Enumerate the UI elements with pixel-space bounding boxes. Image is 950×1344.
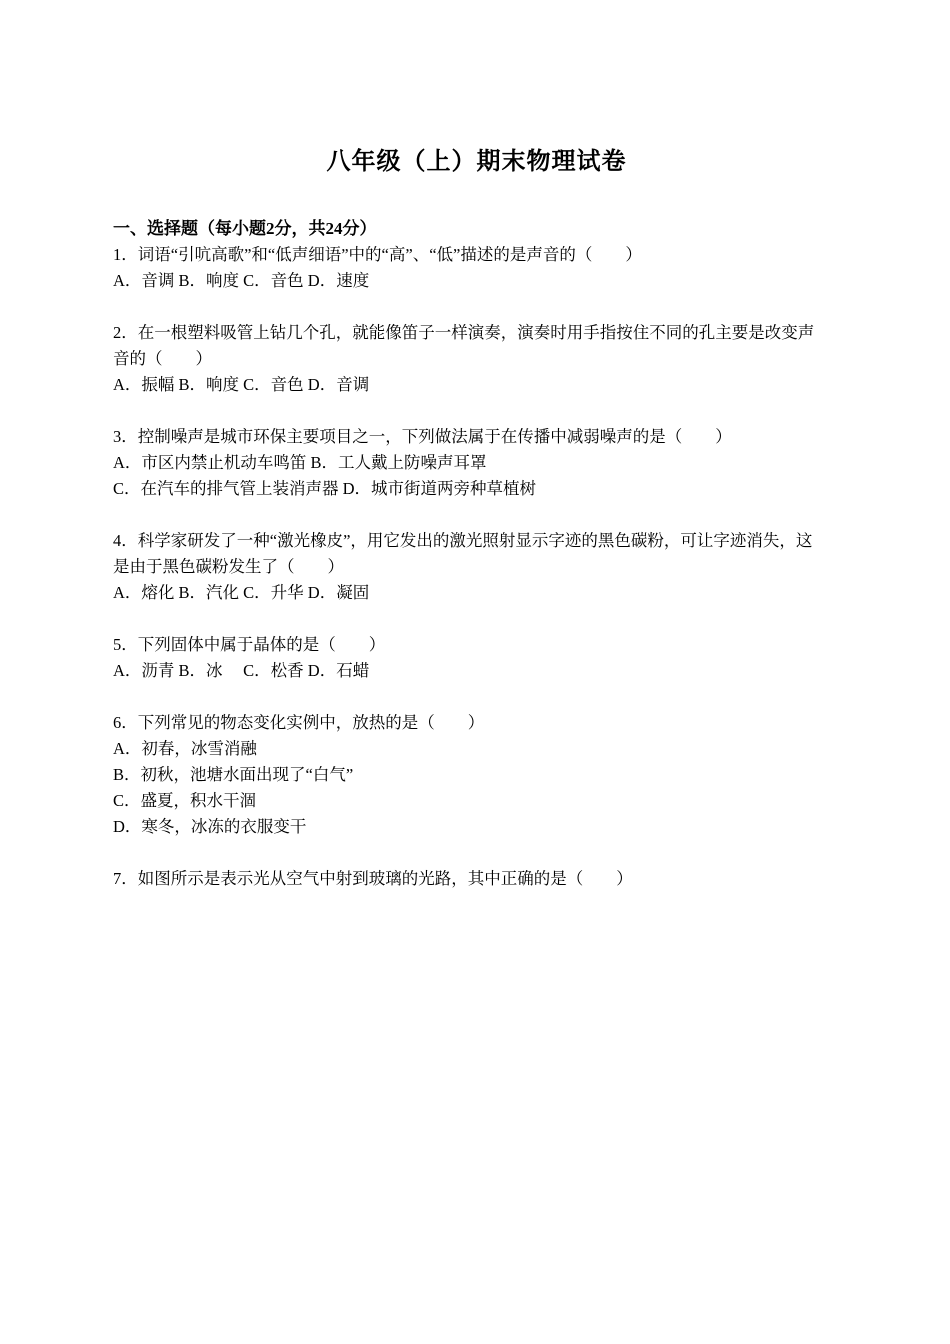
question-3: [113, 424, 840, 502]
question-7: [113, 866, 840, 892]
question-5-options: A．沥青 B．冰 C．松香 D．石蜡: [113, 661, 370, 680]
question-1: [113, 242, 840, 294]
question-6-stem: 6．下列常见的物态变化实例中，放热的是（ ）: [113, 713, 485, 732]
question-1-options: A．音调 B．响度 C．音色 D．速度: [113, 271, 370, 290]
question-2-stem-line-2: 音的（ ）: [113, 349, 212, 368]
question-3-options-ab: A．市区内禁止机动车鸣笛 B．工人戴上防噪声耳罩: [113, 453, 487, 472]
question-6-option-a: A．初春，冰雪消融: [113, 739, 257, 758]
question-5-stem: 5．下列固体中属于晶体的是（ ）: [113, 635, 386, 654]
question-6-option-b: B．初秋，池塘水面出现了“白气”: [113, 765, 354, 784]
question-2: [113, 320, 840, 398]
question-3-options-cd: C．在汽车的排气管上装消声器 D．城市街道两旁种草植树: [113, 479, 537, 498]
question-6-option-d: D．寒冬，冰冻的衣服变干: [113, 817, 307, 836]
question-4-stem-line-1: 4．科学家研发了一种“激光橡皮”，用它发出的激光照射显示字迹的黑色碳粉，可让字迹消失，这: [113, 531, 813, 550]
question-4-options: A．熔化 B．汽化 C．升华 D．凝固: [113, 583, 370, 602]
question-2-stem-line-1: 2．在一根塑料吸管上钻几个孔，就能像笛子一样演奏，演奏时用手指按住不同的孔主要是改变声: [113, 323, 815, 342]
question-list: [113, 242, 840, 892]
question-7-stem: 7．如图所示是表示光从空气中射到玻璃的光路，其中正确的是（ ）: [113, 869, 633, 888]
section-heading: 一、选择题（每小题2分，共24分）: [113, 219, 377, 238]
page-title: 八年级（上）期末物理试卷: [326, 148, 627, 175]
question-4-stem-line-2: 是由于黑色碳粉发生了（ ）: [113, 557, 344, 576]
question-6-option-c: C．盛夏，积水干涸: [113, 791, 257, 810]
question-3-stem: 3．控制噪声是城市环保主要项目之一，下列做法属于在传播中减弱噪声的是（ ）: [113, 427, 732, 446]
question-1-stem: 1．词语“引吭高歌”和“低声细语”中的“高”、“低”描述的是声音的（ ）: [113, 245, 642, 264]
question-2-options: A．振幅 B．响度 C．音色 D．音调: [113, 375, 370, 394]
question-5: [113, 632, 840, 684]
question-4: [113, 528, 840, 606]
question-6: [113, 710, 840, 840]
